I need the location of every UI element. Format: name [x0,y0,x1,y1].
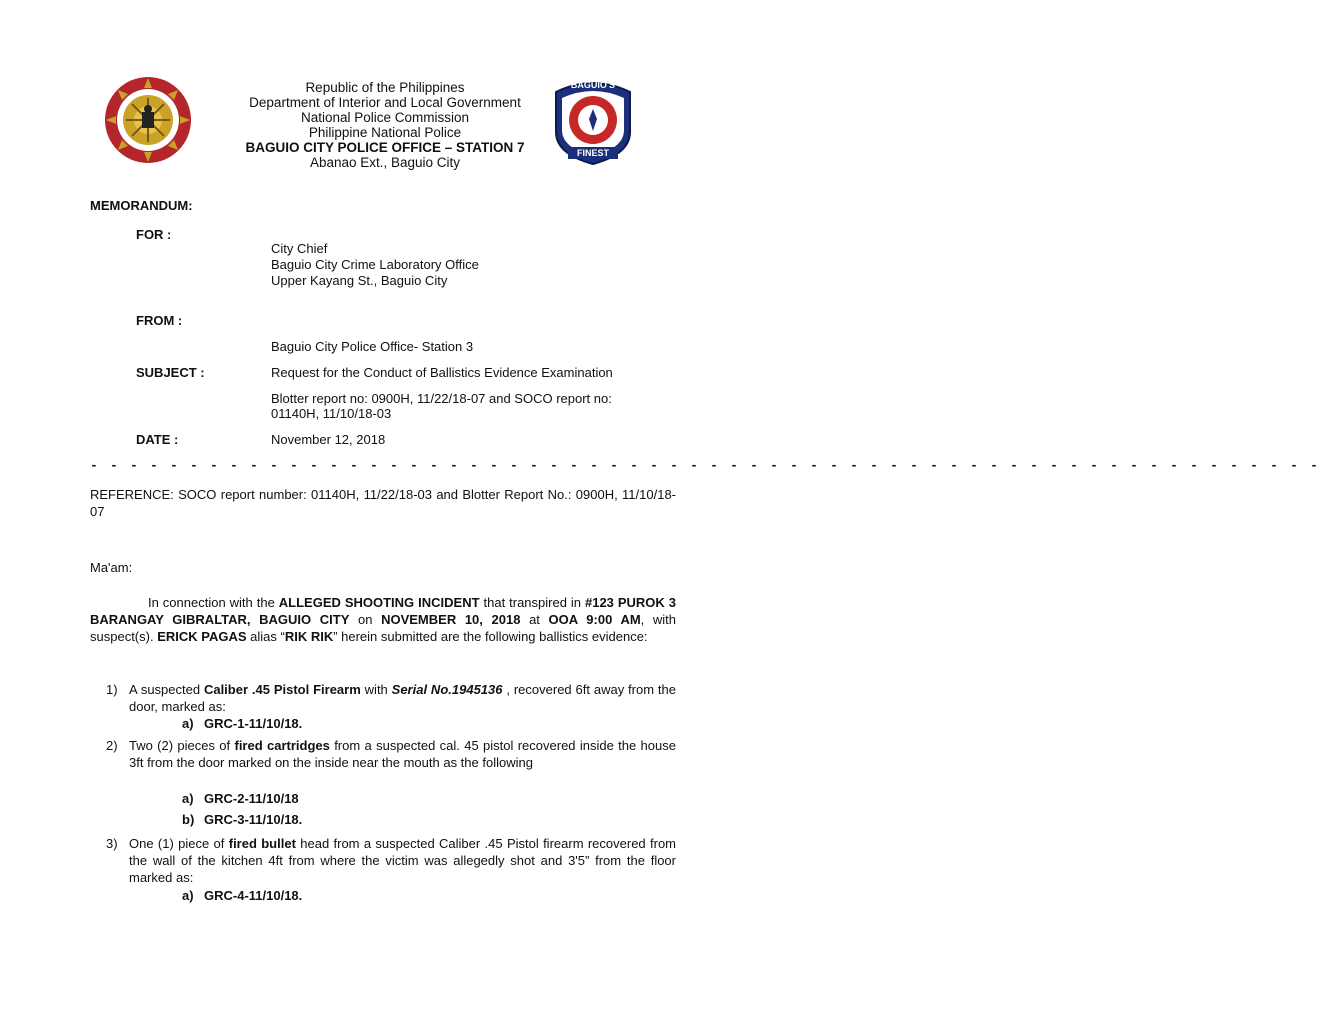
header-department: Department of Interior and Local Government [249,95,521,110]
marking-2b [182,811,302,828]
separator-line: - - - - - - - - - - - - - - - - - - - - - - - - - - - - - - - - - - - - - - - - - - - - - - - - - - - - - - - - - - - - - - [90,458,1320,473]
item-description [129,737,676,771]
header-address: Abanao Ext., Baguio City [309,155,461,170]
marking-2a [182,790,299,807]
marking-code: GRC-2-11/10/18 [204,791,299,806]
marking-1a [182,715,302,732]
item-text: with [360,682,392,697]
salutation: Ma'am: [90,560,133,575]
intro-text: , with suspect(s). [90,612,677,644]
for-line-3: Upper Kayang St., Baguio City [271,273,448,288]
incident-time: OOA 9:00 AM [548,612,641,627]
intro-text: ” herein submitted are the following ballistics evidence: [333,629,648,644]
for-label: FOR : [136,227,172,242]
baguio-finest-badge-logo [552,74,634,166]
intro-paragraph [90,594,676,645]
item-text: One (1) piece of [129,836,229,851]
from-value: Baguio City Police Office- Station 3 [271,339,474,354]
subject-line-2: Blotter report no: 0900H, 11/22/18-07 and SOCO report no: [271,391,612,406]
header-station: BAGUIO CITY POLICE OFFICE – STATION 7 [245,140,525,155]
suspect-name: ERICK PAGAS [157,629,247,644]
from-label: FROM : [136,313,183,328]
subject-label: SUBJECT : [136,365,205,380]
for-line-2: Baguio City Crime Laboratory Office [271,257,479,272]
date-label: DATE : [136,432,179,447]
marking-letter: b) [182,812,195,827]
item-bold: Caliber .45 Pistol Firearm [203,682,361,697]
intro-text: alias “ [246,629,285,644]
item-text: from a suspected cal. 45 pistol recovered inside the house 3ft from the door marked on the inside near the mouth as the following [129,738,676,770]
incident-location: #123 PUROK 3 BARANGAY GIBRALTAR, BAGUIO CITY [90,595,677,627]
item-bold: fired bullet [228,836,296,851]
item-text: , recovered 6ft away from the door, marked as: [129,682,676,714]
subject-line-3: 01140H, 11/10/18-03 [271,406,392,421]
item-number: 2) [106,738,118,753]
serial-number: Serial No.1945136 [391,682,503,697]
marking-letter: a) [182,716,194,731]
intro-text: that transpired in [479,595,585,610]
pnp-seal-logo [104,76,192,164]
intro-text: In connection with the [148,595,279,610]
item-text: head from a suspected Caliber .45 Pistol firearm recovered from the wall of the kitchen 4ft from where the victim was allegedly shot and 3'5” from the floor marked as: [129,836,677,885]
header-pnp: Philippine National Police [308,125,462,140]
marking-code: GRC-3-11/10/18. [204,812,303,827]
intro-text: on [349,612,382,627]
item-description [129,835,676,886]
intro-text: at [520,612,549,627]
reference-paragraph: REFERENCE: SOCO report number: 01140H, 11/22/18-03 and Blotter Report No.: 0900H, 11/10/18-07 [90,487,676,519]
date-value: November 12, 2018 [271,432,386,447]
incident-date: NOVEMBER 10, 2018 [381,612,521,627]
for-line-1: City Chief [271,241,328,256]
marking-letter: a) [182,791,194,806]
memorandum-heading: MEMORANDUM: [90,198,193,213]
header-commission: National Police Commission [300,110,470,125]
incident-type: ALLEGED SHOOTING INCIDENT [278,595,480,610]
item-text: Two (2) pieces of [129,738,235,753]
suspect-alias: RIK RIK [284,629,334,644]
marking-code: GRC-1-11/10/18. [204,716,303,731]
marking-3a [182,887,302,904]
item-bold: fired cartridges [234,738,330,753]
item-number: 3) [106,836,118,851]
badge-bottom-text: FINEST [576,148,609,158]
item-number: 1) [106,682,118,697]
badge-top-text: BAGUIO'S [570,80,616,90]
marking-code: GRC-4-11/10/18. [204,888,303,903]
item-description [129,681,676,715]
item-text: A suspected [129,682,204,697]
subject-line-1: Request for the Conduct of Ballistics Evidence Examination [271,365,613,380]
marking-letter: a) [182,888,194,903]
header-republic: Republic of the Philippines [305,80,465,95]
